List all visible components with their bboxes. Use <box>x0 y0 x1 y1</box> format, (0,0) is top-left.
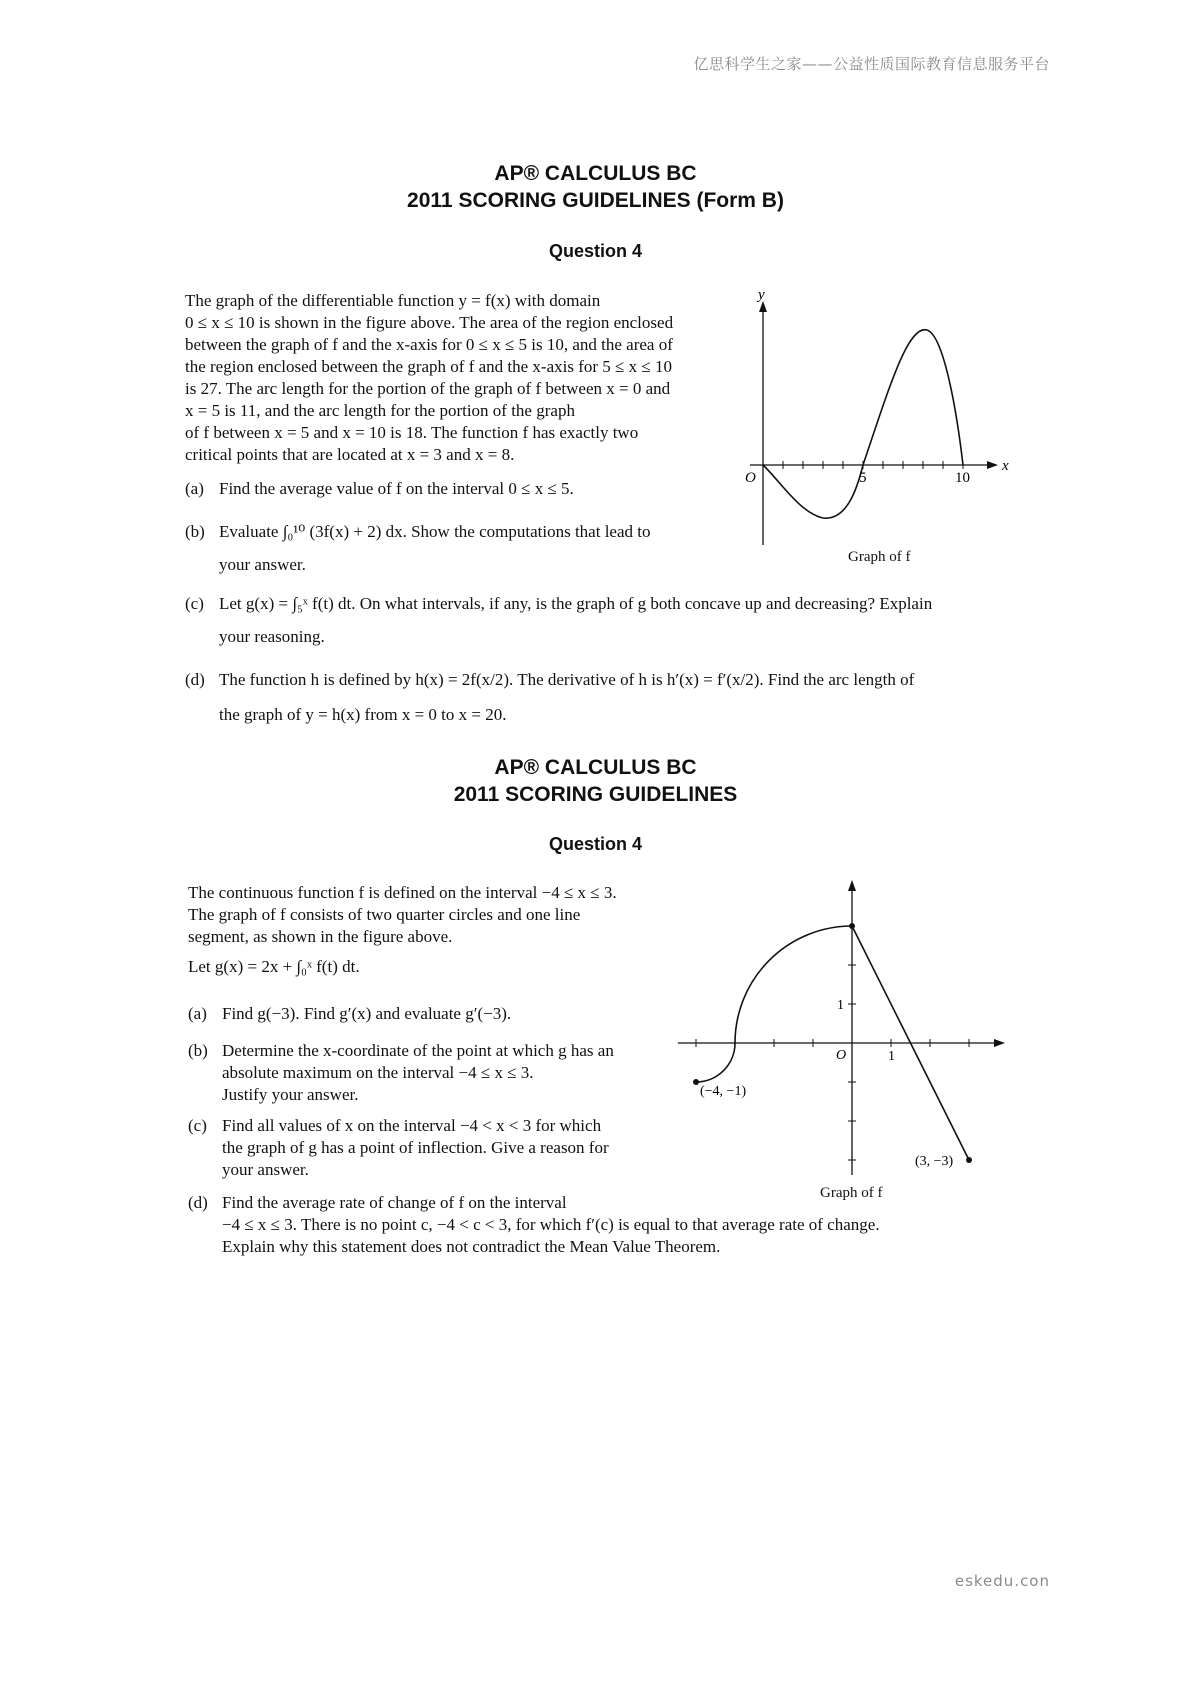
section1-heading-line2: 2011 SCORING GUIDELINES (Form B) <box>407 189 784 212</box>
section2-part-d <box>188 1192 880 1258</box>
section1-heading <box>0 160 1191 214</box>
origin-label: O <box>745 470 756 486</box>
part-text: absolute maximum on the interval −4 ≤ x ≤ 3. <box>222 1063 534 1082</box>
intro-line: 0 ≤ x ≤ 10 is shown in the figure above. The area of the region enclosed <box>185 313 674 332</box>
endpoint-top <box>849 923 855 929</box>
part-text: your answer. <box>219 555 306 574</box>
intro-line: of f between x = 5 and x = 10 is 18. The function f has exactly two <box>185 423 639 442</box>
section2-heading-line1: AP® CALCULUS BC <box>494 756 697 779</box>
x-axis-arrow-icon <box>987 461 998 469</box>
tick-label-y: 1 <box>837 998 844 1013</box>
intro-line: segment, as shown in the figure above. <box>188 927 453 946</box>
tick-label-10: 10 <box>955 470 970 486</box>
part-text: Justify your answer. <box>222 1085 359 1104</box>
part-label: (c) <box>188 1116 207 1135</box>
section2-graph-caption: Graph of f <box>820 1185 883 1201</box>
endpoint-right <box>966 1157 972 1163</box>
part-text: your reasoning. <box>219 627 325 646</box>
section2-graph <box>670 875 1020 1185</box>
section2-heading-line2: 2011 SCORING GUIDELINES <box>453 783 738 806</box>
watermark-bottom: eskedu.con <box>954 1572 1050 1590</box>
section1-part-d <box>185 669 914 726</box>
part-label: (d) <box>188 1193 208 1212</box>
section1-graph-caption: Graph of f <box>848 549 911 565</box>
section1-part-c <box>185 593 932 648</box>
section1-part-b <box>185 521 650 576</box>
part-text: Explain why this statement does not contradict the Mean Value Theorem. <box>222 1237 721 1256</box>
part-label: (a) <box>188 1004 207 1023</box>
part-text: −4 ≤ x ≤ 3. There is no point c, −4 < c < 3, for which f′(c) is equal to that average rate of change. <box>222 1215 880 1234</box>
y-axis-arrow-icon <box>848 880 856 891</box>
section1-graph <box>730 285 1020 555</box>
section2-intro <box>188 882 617 978</box>
intro-line: The graph of f consists of two quarter circles and one line <box>188 905 581 924</box>
tick-label-5: 5 <box>859 470 867 486</box>
point-label-left: (−4, −1) <box>700 1084 747 1099</box>
endpoint-left <box>693 1079 699 1085</box>
part-text: Evaluate ∫₀¹⁰ (3f(x) + 2) dx. Show the computations that lead to <box>219 522 651 541</box>
part-text: the graph of g has a point of inflection. Give a reason for <box>222 1138 609 1157</box>
origin-label: O <box>836 1048 847 1063</box>
point-label-right: (3, −3) <box>915 1154 954 1169</box>
function-curve <box>763 330 963 518</box>
part-label: (d) <box>185 670 205 689</box>
section1-intro <box>185 290 673 466</box>
intro-line: critical points that are located at x = 3 and x = 8. <box>185 445 515 464</box>
section2-part-b <box>188 1040 614 1106</box>
part-label: (b) <box>185 522 205 541</box>
part-text: the graph of y = h(x) from x = 0 to x = 20. <box>219 705 507 724</box>
part-text: The function h is defined by h(x) = 2f(x/2). The derivative of h is h′(x) = f′(x/2). Find the arc length of <box>219 670 915 689</box>
section1-heading-line1: AP® CALCULUS BC <box>494 162 697 185</box>
intro-line: the region enclosed between the graph of f and the x-axis for 5 ≤ x ≤ 10 <box>185 357 672 376</box>
intro-line: between the graph of f and the x-axis for 0 ≤ x ≤ 5 is 10, and the area of <box>185 335 673 354</box>
part-text: Find the average rate of change of f on the interval <box>222 1193 567 1212</box>
intro-line: is 27. The arc length for the portion of the graph of f between x = 0 and <box>185 379 671 398</box>
y-axis-label: y <box>758 287 765 303</box>
part-label: (c) <box>185 594 204 613</box>
intro-line: x = 5 is 11, and the arc length for the portion of the graph <box>185 401 575 420</box>
part-text: Find all values of x on the interval −4 < x < 3 for which <box>222 1116 602 1135</box>
section2-part-a <box>188 1003 511 1025</box>
part-text: Find the average value of f on the interval 0 ≤ x ≤ 5. <box>219 479 574 498</box>
watermark-top: 亿思科学生之家——公益性质国际教育信息服务平台 <box>693 55 1050 73</box>
part-text: Determine the x-coordinate of the point at which g has an <box>222 1041 614 1060</box>
section1-part-a <box>185 478 574 500</box>
quarter-circle-small <box>696 1043 735 1082</box>
section2-part-c <box>188 1115 609 1181</box>
part-text: Let g(x) = ∫₅ˣ f(t) dt. On what intervals, if any, is the graph of g both concave up and decreasing? Explain <box>219 594 933 613</box>
section2-heading <box>0 754 1191 808</box>
intro-line: The continuous function f is defined on the interval −4 ≤ x ≤ 3. <box>188 883 617 902</box>
intro-line: The graph of the differentiable function y = f(x) with domain <box>185 291 601 310</box>
intro-line: Let g(x) = 2x + ∫₀ˣ f(t) dt. <box>188 957 360 976</box>
part-label: (b) <box>188 1041 208 1060</box>
part-label: (a) <box>185 479 204 498</box>
part-text: your answer. <box>222 1160 309 1179</box>
x-axis-label: x <box>1002 458 1009 474</box>
quarter-circle-large <box>735 926 852 1043</box>
section1-question-title: Question 4 <box>548 241 642 261</box>
x-axis-arrow-icon <box>994 1039 1005 1047</box>
tick-label-x: 1 <box>888 1049 895 1064</box>
part-text: Find g(−3). Find g′(x) and evaluate g′(−3). <box>222 1004 512 1023</box>
section2-question-title: Question 4 <box>548 834 642 854</box>
